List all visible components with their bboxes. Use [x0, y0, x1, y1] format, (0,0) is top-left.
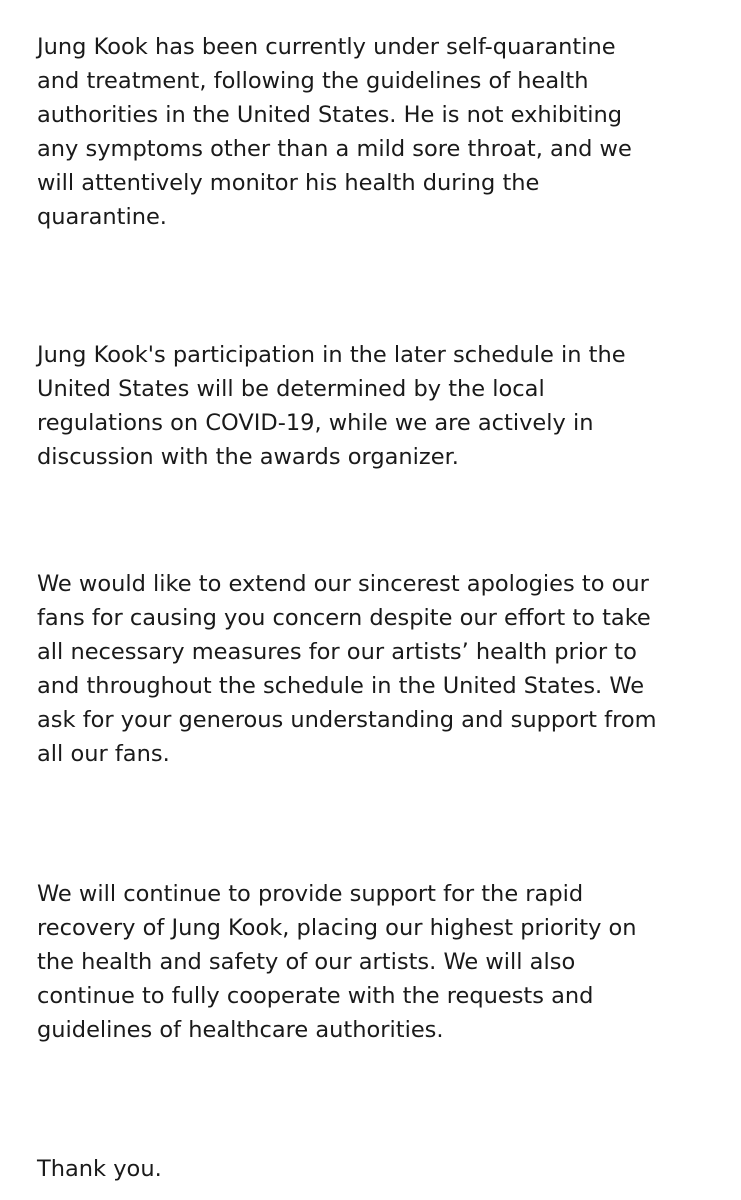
text-line: quarantine.	[37, 204, 167, 230]
text-line: fans for causing you concern despite our effort to take	[37, 605, 651, 631]
text-line: ask for your generous understanding and support from	[37, 707, 657, 733]
text-line: recovery of Jung Kook, placing our highest priority on	[37, 915, 637, 941]
text-line: We would like to extend our sincerest apologies to our	[37, 571, 649, 597]
text-line: discussion with the awards organizer.	[37, 444, 459, 470]
text-line: We will continue to provide support for the rapid	[37, 881, 584, 907]
paragraph-continued-support	[37, 877, 637, 1047]
text-line: the health and safety of our artists. We will also	[37, 949, 576, 975]
text-line: and treatment, following the guidelines of health	[37, 68, 589, 94]
text-line: will attentively monitor his health during the	[37, 170, 540, 196]
text-line: guidelines of healthcare authorities.	[37, 1017, 444, 1043]
text-line: all necessary measures for our artists’ health prior to	[37, 639, 637, 665]
text-line: Jung Kook's participation in the later schedule in the	[37, 342, 626, 368]
text-line: any symptoms other than a mild sore throat, and we	[37, 136, 632, 162]
text-line: authorities in the United States. He is not exhibiting	[37, 102, 623, 128]
text-line: and throughout the schedule in the United States. We	[37, 673, 645, 699]
text-line: Thank you.	[37, 1156, 162, 1182]
paragraph-schedule-participation	[37, 338, 626, 474]
text-line: Jung Kook has been currently under self-quarantine	[37, 34, 616, 60]
text-line: regulations on COVID-19, while we are actively in	[37, 410, 594, 436]
text-line: United States will be determined by the local	[37, 376, 545, 402]
paragraph-apology	[37, 567, 657, 771]
text-line: continue to fully cooperate with the requests and	[37, 983, 594, 1009]
paragraph-thank-you	[37, 1152, 162, 1186]
paragraph-quarantine-status	[37, 30, 632, 234]
text-line: all our fans.	[37, 741, 170, 767]
